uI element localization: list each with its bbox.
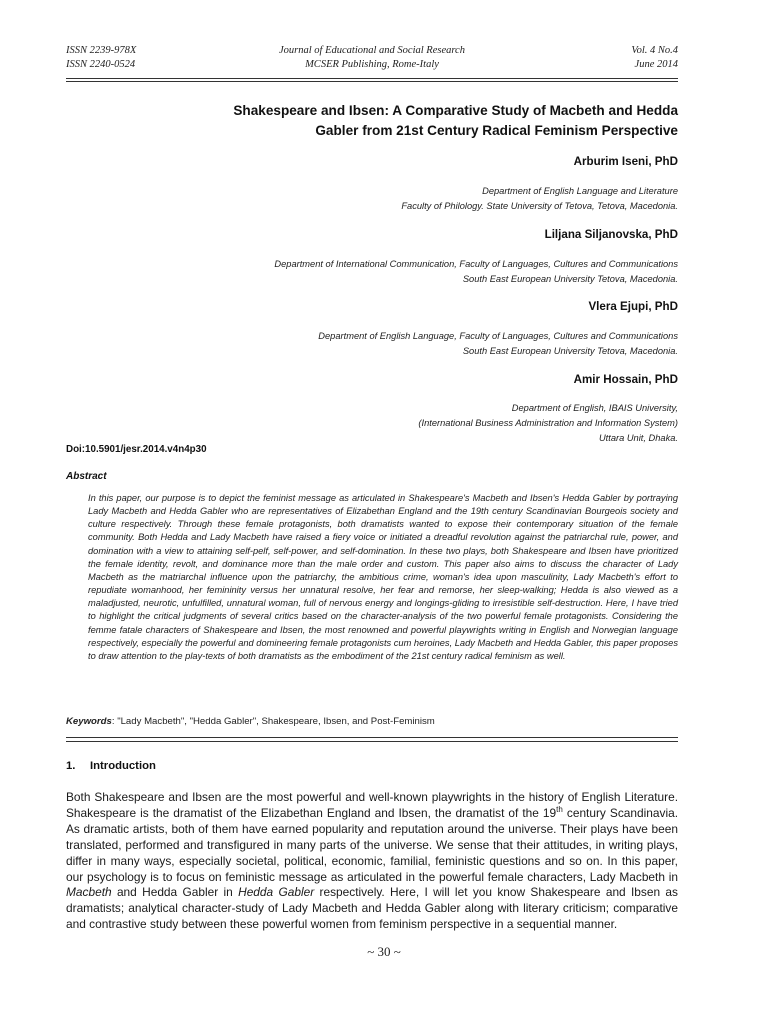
author-affiliation xyxy=(150,184,678,214)
intro-superscript: th xyxy=(556,804,563,814)
volume-block xyxy=(631,44,678,72)
author-name: Vlera Ejupi, PhD xyxy=(588,300,678,313)
keywords xyxy=(66,716,678,727)
doi[interactable]: Doi:10.5901/jesr.2014.v4n4p30 xyxy=(66,444,207,455)
affiliation-line: Department of English, IBAIS University, xyxy=(511,403,678,413)
author-affiliation xyxy=(150,401,678,446)
keywords-list: : "Lady Macbeth", "Hedda Gabler", Shakespeare, Ibsen, and Post-Feminism xyxy=(111,716,435,727)
play-title: Macbeth xyxy=(66,885,112,900)
section-title: Introduction xyxy=(90,760,156,772)
affiliation-line: Faculty of Philology. State University of Tetova, Tetova, Macedonia. xyxy=(401,201,678,211)
intro-text: century Scandinavia. As dramatic artists, both of them have earned popularity and reputation around the universe. Their plays have been translated, performed and transfigured in many parts of the universe. We sense that their attitudes, in writing plays, differ in many ways, especially societal, political, economic, familial, feministic questions and so on. In this paper, our psychology is to focus on feministic message as articulated in the powerful female characters, Lady Macbeth in xyxy=(66,805,678,884)
intro-paragraph xyxy=(66,790,678,933)
affiliation-line: Department of International Communication, Faculty of Languages, Cultures and Communications xyxy=(274,259,678,269)
abstract-heading: Abstract xyxy=(66,471,107,482)
issn-online: ISSN 2240-0524 xyxy=(66,59,136,70)
running-header xyxy=(66,44,678,78)
affiliation-line: South East European University Tetova, Macedonia. xyxy=(462,274,678,284)
affiliation-line: Department of English Language, Faculty of Languages, Cultures and Communications xyxy=(318,331,678,341)
author-affiliation xyxy=(150,257,678,287)
volume: Vol. 4 No.4 xyxy=(631,45,678,56)
author-name: Arburim Iseni, PhD xyxy=(573,155,678,168)
header-rule xyxy=(66,81,678,82)
play-title: Hedda Gabler xyxy=(238,885,315,900)
intro-text: and Hedda Gabler in xyxy=(111,885,239,900)
paper-title xyxy=(150,101,678,141)
affiliation-line: South East European University Tetova, Macedonia. xyxy=(462,346,678,356)
affiliation-line: Department of English Language and Literature xyxy=(482,186,678,196)
page-number: ~ 30 ~ xyxy=(367,944,401,959)
section-rule xyxy=(66,741,678,742)
section-rule xyxy=(66,737,678,738)
journal-name: Journal of Educational and Social Research xyxy=(279,45,465,56)
abstract-text: In this paper, our purpose is to depict the feminist message as articulated in Shakespeare's Macbeth and Ibsen's Hedda Gabler by portraying Lady Macbeth and Hedda Gabler who are representatives of Elizabethan England and the 19th century Scandinavian Bourgeois society and culture respectively. Through these female protagonists, both dramatists wanted to expose their contemporary situation of the female community. Both Hedda and Lady Macbeth have raised a fiery voice or initiated a dreadful revolution against the patriarchal rule, power, and domination with a view to attaining self-pelf, self-power, and self-domination. In these two plays, both Shakespeare and Ibsen have prioritized the female identity, revolt, and dominance more than the male order and custom. This paper also aims to discuss the character of Lady Macbeth as the matriarchal influence upon the patriarchy, the ambitious crime, woman's idea upon masculinity, Lady Macbeth's effort to repudiate womanhood, her femininity versus her unnatural resolve, her fear and remorse, her sleep-walking; Hedda is also viewed as a maladjusted, neurotic, unfulfilled, unnatural woman, full of nervous energy and longings-gliding to irresistible self-destruction. Here, I have tried to highlight the critical judgments of several critics based on the character-analysis of the two powerful female protagonists. Considering the femme fatale characters of Shakespeare and Ibsen, the most renowned and powerful playwrights writing in English and Norwegian language respectively, especially the powerful and domineering female protagonists cum heroines, Lady Macbeth and Hedda Gabler, this paper proposes to draw attention to the play-texts of both dramatists as the embodiment of the 21st century radical feminism as well. xyxy=(88,493,679,661)
title-line: Shakespeare and Ibsen: A Comparative Study of Macbeth and Hedda xyxy=(233,103,678,118)
intro-text: Both Shakespeare and Ibsen are the most powerful and well-known playwrights in the history of English Literature. Shakespeare is the dramatist of the Elizabethan England and Ibsen, the dramatist of the 19 xyxy=(66,790,678,820)
header-rule xyxy=(66,78,678,79)
author-affiliation xyxy=(150,329,678,359)
title-line: Gabler from 21st Century Radical Feminism Perspective xyxy=(315,123,678,138)
affiliation-line: Uttara Unit, Dhaka. xyxy=(598,433,678,443)
publisher: MCSER Publishing, Rome-Italy xyxy=(305,59,439,70)
author-name: Amir Hossain, PhD xyxy=(573,373,678,386)
intro-text: respectively. Here, I will let you know Shakespeare and Ibsen as dramatists; analytical character-study of Lady Macbeth and Hedda Gabler along with literary criticism; comparative and contrastive study between these powerful women from feminism perspective in a sequential manner. xyxy=(66,885,678,932)
issn-print: ISSN 2239-978X xyxy=(66,45,137,56)
section-number: 1. xyxy=(66,760,76,772)
section-heading xyxy=(66,760,156,772)
journal-block xyxy=(66,44,678,72)
keywords-label: Keywords xyxy=(66,716,112,727)
affiliation-line: (International Business Administration and Information System) xyxy=(418,418,678,428)
issue-date: June 2014 xyxy=(634,59,678,70)
author-name: Liljana Siljanovska, PhD xyxy=(544,228,678,241)
